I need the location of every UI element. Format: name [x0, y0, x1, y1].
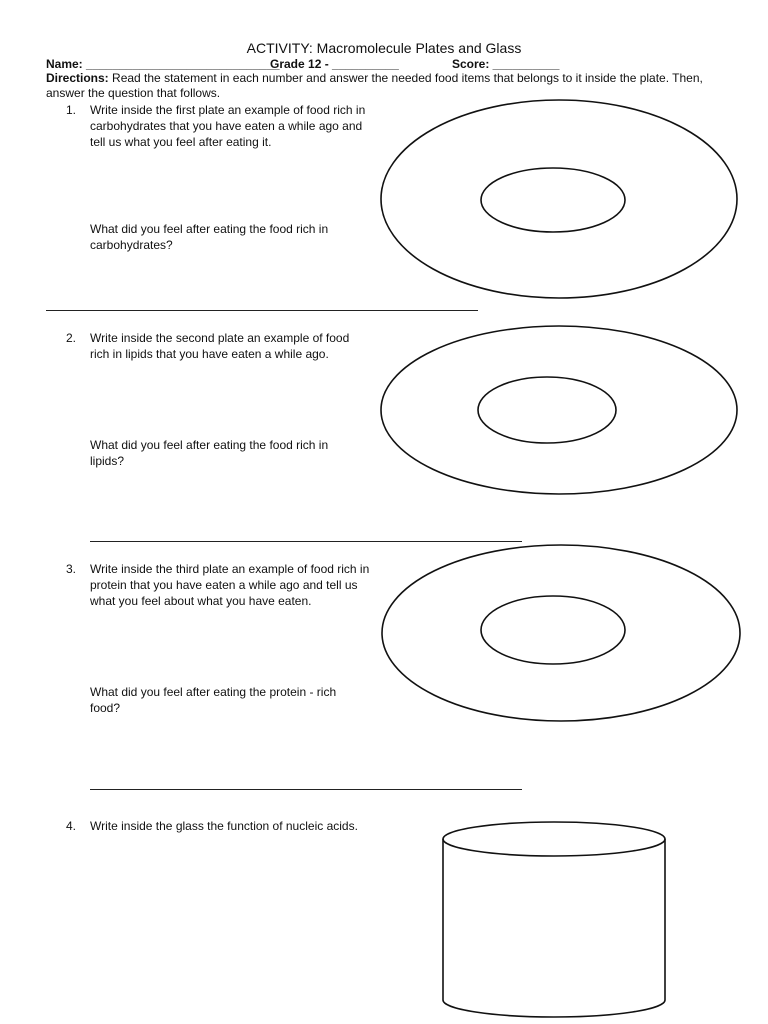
item-4-number: 4. — [66, 819, 77, 833]
name-field-label: Name: _____________________________ — [46, 57, 280, 71]
item-1-question: What did you feel after eating the food rich in carbohydrates? — [90, 222, 329, 252]
worksheet-title: ACTIVITY: Macromolecule Plates and Glass — [246, 40, 522, 56]
glass-top-rim — [443, 822, 665, 856]
item-3-question: What did you feel after eating the protein - rich food? — [90, 685, 337, 715]
item-3-number: 3. — [66, 562, 77, 576]
plate-1-center — [481, 168, 625, 232]
item-3-instruction: Write inside the third plate an example of food rich in protein that you have eaten a while ago and tell us what you feel about what you have eaten. — [90, 562, 370, 608]
directions-label: Directions: — [46, 71, 109, 85]
item-2-number: 2. — [66, 331, 77, 345]
plate-3-center — [481, 596, 625, 664]
item-2-question: What did you feel after eating the food rich in lipids? — [90, 438, 329, 468]
item-1-number: 1. — [66, 103, 77, 117]
glass[interactable] — [443, 822, 665, 1017]
plate-1[interactable] — [381, 100, 737, 298]
glass-bottom — [443, 1000, 665, 1017]
plate-3-rim — [382, 545, 740, 721]
item-4-instruction: Write inside the glass the function of nucleic acids. — [90, 819, 358, 833]
item-1-instruction: Write inside the first plate an example of food rich in carbohydrates that you have eaten a while ago and tell us what you feel after eating it. — [90, 103, 366, 149]
plate-2[interactable] — [381, 326, 737, 494]
plate-3[interactable] — [382, 545, 740, 721]
plate-2-center — [478, 377, 616, 443]
plate-1-rim — [381, 100, 737, 298]
plate-2-rim — [381, 326, 737, 494]
grade-field-label: Grade 12 - __________ — [270, 57, 399, 71]
directions-text: Read the statement in each number and answer the needed food items that belongs to it inside the plate. Then, answer the question that follows. — [46, 71, 703, 100]
item-2-instruction: Write inside the second plate an example of food rich in lipids that you have eaten a while ago. — [90, 331, 350, 361]
score-field-label: Score: __________ — [452, 57, 560, 71]
